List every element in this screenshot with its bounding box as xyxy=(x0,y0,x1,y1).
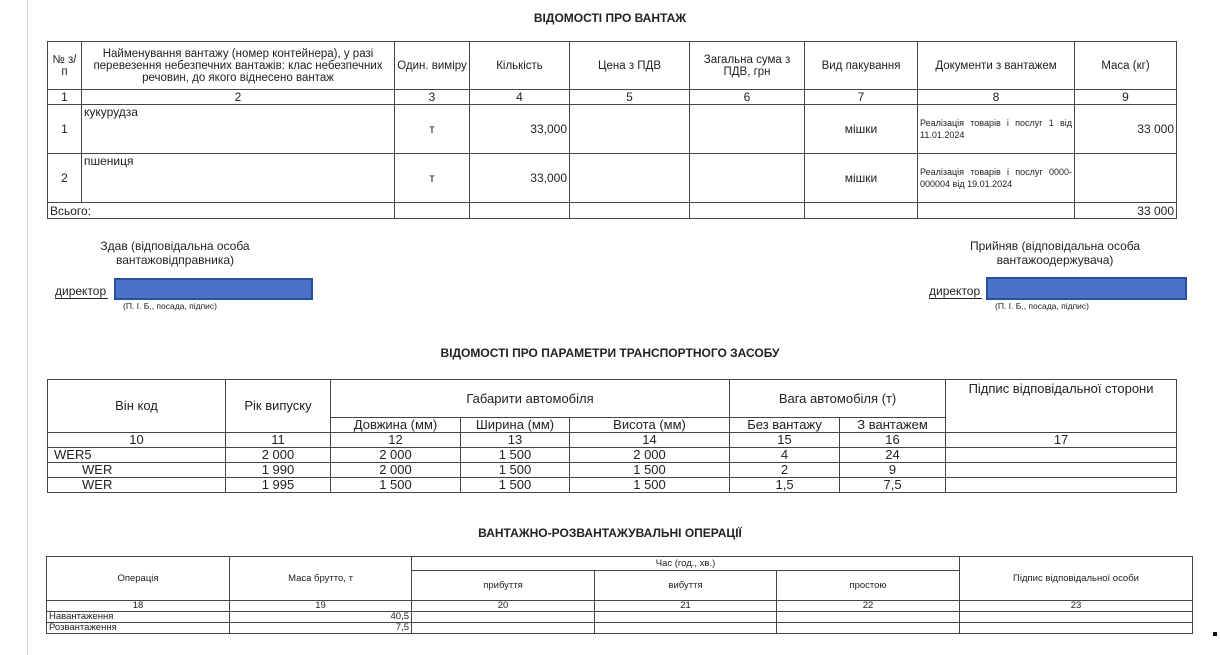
stray-dot xyxy=(1213,632,1217,636)
col-number: 21 xyxy=(595,601,777,612)
vehicle-width: 1 500 xyxy=(461,463,570,478)
cargo-packaging: мішки xyxy=(805,154,918,203)
operation-name: Розвантаження xyxy=(47,623,230,634)
col-number: 20 xyxy=(412,601,595,612)
col-number: 18 xyxy=(47,601,230,612)
total-sum-redacted xyxy=(690,203,805,219)
sender-title: Здав (відповідальна особа вантажовідправника) xyxy=(100,239,250,267)
header-length: Довжина (мм) xyxy=(331,418,461,433)
cargo-quantity: 33,000 xyxy=(470,105,570,154)
row-number: 1 xyxy=(48,105,82,154)
vehicle-table xyxy=(47,379,1177,493)
sender-signature-line xyxy=(55,284,108,299)
header-documents: Документи з вантажем xyxy=(918,42,1075,90)
col-number: 7 xyxy=(805,90,918,105)
header-year: Рік випуску xyxy=(226,380,331,433)
header-arrival: прибуття xyxy=(412,571,595,601)
table-row xyxy=(48,105,1177,154)
operation-name: Навантаження xyxy=(47,612,230,623)
cargo-unit: т xyxy=(395,105,470,154)
col-number: 10 xyxy=(48,433,226,448)
sender-note: (П. І. Б., посада, підпис) xyxy=(123,301,218,311)
col-number: 16 xyxy=(840,433,946,448)
header-time: Час (год., хв.) xyxy=(412,557,960,571)
header-operation: Операція xyxy=(47,557,230,601)
col-number: 11 xyxy=(226,433,331,448)
header-signature: Підпис відповідальної сторони xyxy=(946,380,1177,433)
total-label: Всього: xyxy=(48,203,395,219)
col-number: 19 xyxy=(230,601,412,612)
col-number: 17 xyxy=(946,433,1177,448)
cargo-unit: т xyxy=(395,154,470,203)
col-number: 5 xyxy=(570,90,690,105)
header-idle: простою xyxy=(777,571,960,601)
table-row xyxy=(48,478,1177,493)
page-margin-line xyxy=(27,0,28,655)
cargo-table xyxy=(47,41,1177,219)
vehicle-height: 1 500 xyxy=(570,463,730,478)
header-packaging: Вид пакування xyxy=(805,42,918,90)
vehicle-loaded-weight: 7,5 xyxy=(840,478,946,493)
total-mass: 33 000 xyxy=(1075,203,1177,219)
cargo-sum-redacted xyxy=(690,154,805,203)
cargo-price-redacted xyxy=(570,154,690,203)
header-loaded-weight: З вантажем xyxy=(840,418,946,433)
receiver-title: Прийняв (відповідальна особа вантажоодержувача) xyxy=(969,239,1141,267)
cargo-name: пшениця xyxy=(82,154,395,203)
header-departure: вибуття xyxy=(595,571,777,601)
col-number: 2 xyxy=(82,90,395,105)
sender-role: директор xyxy=(55,284,107,298)
col-number: 6 xyxy=(690,90,805,105)
col-number: 4 xyxy=(470,90,570,105)
header-price: Цена з ПДВ xyxy=(570,42,690,90)
receiver-signature-line xyxy=(929,284,982,299)
table-row xyxy=(48,463,1177,478)
sender-name-redaction xyxy=(114,278,313,300)
cargo-quantity: 33,000 xyxy=(470,154,570,203)
receiver-name-redaction xyxy=(986,277,1187,300)
vehicle-title: ВІДОМОСТІ ПРО ПАРАМЕТРИ ТРАНСПОРТНОГО ЗАСОБУ xyxy=(440,346,780,360)
vehicle-loaded-weight: 9 xyxy=(840,463,946,478)
header-vin: Він код xyxy=(48,380,226,433)
vehicle-height: 1 500 xyxy=(570,478,730,493)
vehicle-empty-weight: 1,5 xyxy=(730,478,840,493)
vehicle-year: 1 995 xyxy=(226,478,331,493)
cargo-documents: Реалізація товарів і послуг 1 від 11.01.2024 xyxy=(918,105,1075,154)
operations-table xyxy=(46,556,1193,634)
vehicle-height: 2 000 xyxy=(570,448,730,463)
header-gross-mass: Маса брутто, т xyxy=(230,557,412,601)
col-number: 3 xyxy=(395,90,470,105)
vehicle-length: 2 000 xyxy=(331,448,461,463)
vehicle-length: 1 500 xyxy=(331,478,461,493)
vehicle-vin: WER xyxy=(48,463,226,478)
col-number: 22 xyxy=(777,601,960,612)
col-number: 8 xyxy=(918,90,1075,105)
row-number: 2 xyxy=(48,154,82,203)
header-width: Ширина (мм) xyxy=(461,418,570,433)
vehicle-empty-weight: 2 xyxy=(730,463,840,478)
operation-mass: 40,5 xyxy=(230,612,412,623)
vehicle-loaded-weight: 24 xyxy=(840,448,946,463)
receiver-note: (П. І. Б., посада, підпис) xyxy=(995,301,1090,311)
col-number: 14 xyxy=(570,433,730,448)
header-quantity: Кількість xyxy=(470,42,570,90)
table-row xyxy=(47,612,1193,623)
col-number: 1 xyxy=(48,90,82,105)
header-total-sum: Загальна сума з ПДВ, грн xyxy=(690,42,805,90)
cargo-mass xyxy=(1075,154,1177,203)
vehicle-vin: WER xyxy=(48,478,226,493)
header-weight: Вага автомобіля (т) xyxy=(730,380,946,418)
vehicle-year: 2 000 xyxy=(226,448,331,463)
header-empty-weight: Без вантажу xyxy=(730,418,840,433)
total-row xyxy=(48,203,1177,219)
col-number: 15 xyxy=(730,433,840,448)
receiver-role: директор xyxy=(929,284,981,298)
col-number: 9 xyxy=(1075,90,1177,105)
col-number: 23 xyxy=(960,601,1193,612)
header-no: № з/п xyxy=(48,42,82,90)
cargo-mass: 33 000 xyxy=(1075,105,1177,154)
vehicle-year: 1 990 xyxy=(226,463,331,478)
cargo-price-redacted xyxy=(570,105,690,154)
vehicle-empty-weight: 4 xyxy=(730,448,840,463)
vehicle-length: 2 000 xyxy=(331,463,461,478)
header-dimensions: Габарити автомобіля xyxy=(331,380,730,418)
cargo-sum-redacted xyxy=(690,105,805,154)
operation-mass: 7,5 xyxy=(230,623,412,634)
header-mass: Маса (кг) xyxy=(1075,42,1177,90)
table-row xyxy=(48,154,1177,203)
col-number: 13 xyxy=(461,433,570,448)
cargo-name: кукурудза xyxy=(82,105,395,154)
cargo-packaging: мішки xyxy=(805,105,918,154)
col-number: 12 xyxy=(331,433,461,448)
vehicle-width: 1 500 xyxy=(461,478,570,493)
operations-title: ВАНТАЖНО-РОЗВАНТАЖУВАЛЬНІ ОПЕРАЦІЇ xyxy=(478,526,742,540)
header-cargo-name: Найменування вантажу (номер контейнера), у разі перевезення небезпечних вантажів: клас небезпечних речовин, до якого віднесено вантаж xyxy=(82,42,395,90)
header-responsible-signature: Підпис відповідальної особи xyxy=(960,557,1193,601)
cargo-documents: Реалізація товарів і послуг 0000-000004 від 19.01.2024 xyxy=(918,154,1075,203)
table-row xyxy=(48,448,1177,463)
cargo-title: ВІДОМОСТІ ПРО ВАНТАЖ xyxy=(533,11,687,25)
vehicle-width: 1 500 xyxy=(461,448,570,463)
vehicle-vin: WER5 xyxy=(48,448,226,463)
header-height: Висота (мм) xyxy=(570,418,730,433)
header-unit: Один. виміру xyxy=(395,42,470,90)
table-row xyxy=(47,623,1193,634)
